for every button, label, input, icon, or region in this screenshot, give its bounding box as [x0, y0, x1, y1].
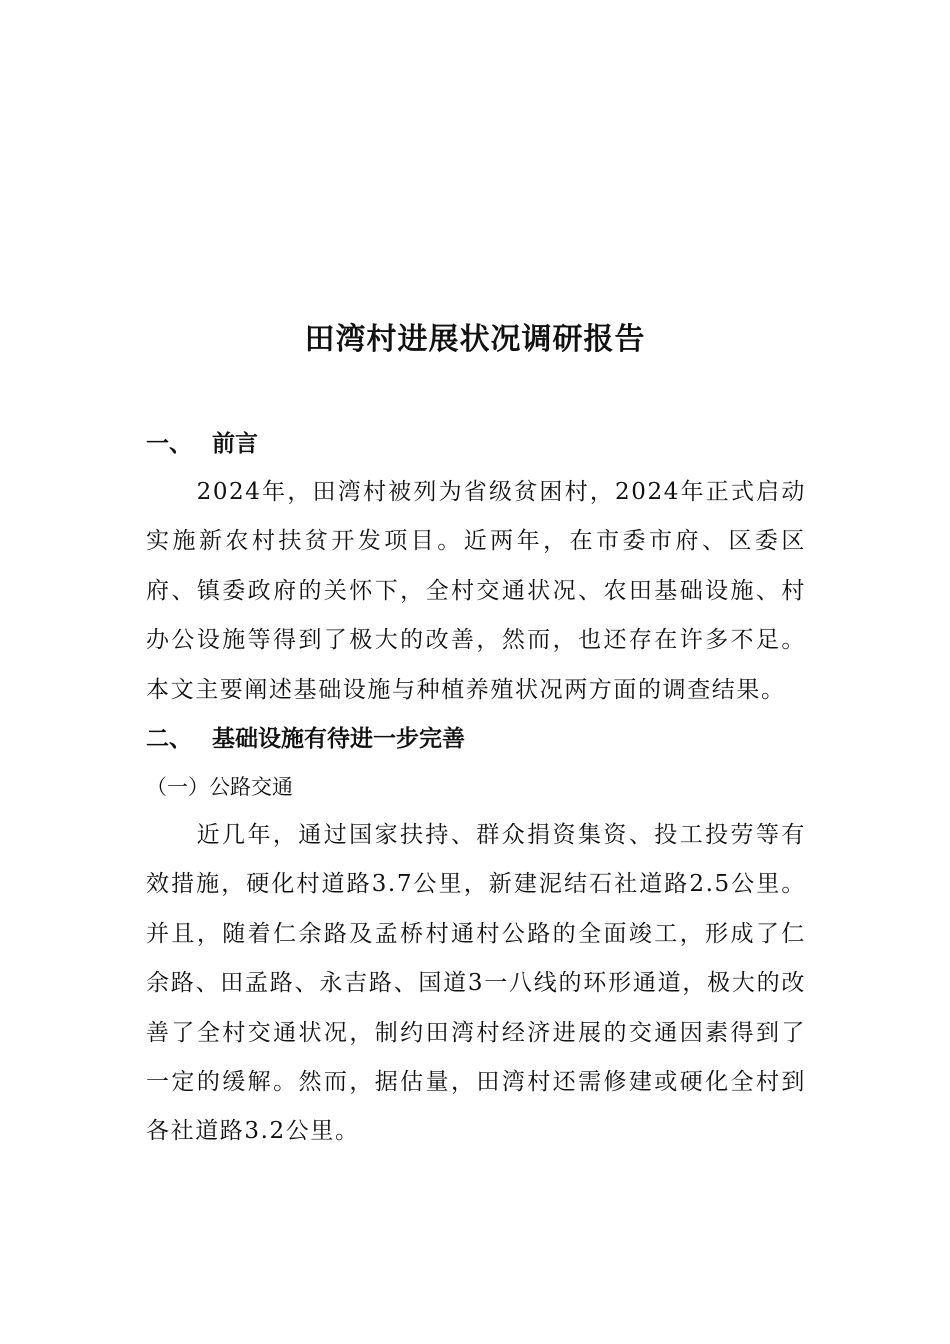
- document-body: [146, 420, 806, 1157]
- section-heading-foreword: [146, 420, 806, 468]
- section-heading-infrastructure: [146, 715, 806, 763]
- section-title: 基础设施有待进一步完善: [212, 726, 465, 753]
- section-number: 二、: [146, 726, 192, 753]
- roads-paragraph: 近几年，通过国家扶持、群众捐资集资、投工投劳等有效措施，硬化村道路3.7公里，新建泥结石社道路2.5公里。并且，随着仁余路及孟桥村通村公路的全面竣工，形成了仁余路、田孟路、永吉路、国道3一八线的环形通道，极大的改善了全村交通状况，制约田湾村经济进展的交通因素得到了一定的缓解。然而，据估量，田湾村还需修建或硬化全村到各社道路3.2公里。: [146, 822, 806, 1145]
- subsection-heading-roads: （一）公路交通: [146, 775, 293, 800]
- section-title: 前言: [212, 431, 258, 457]
- document-title: 田湾村进展状况调研报告: [304, 322, 646, 357]
- section-number: 一、: [146, 431, 192, 457]
- foreword-paragraph: 2024年，田湾村被列为省级贫困村，2024年正式启动实施新农村扶贫开发项目。近两年，在市委市府、区委区府、镇委政府的关怀下，全村交通状况、农田基础设施、村办公设施等得到了极大的改善，然而，也还存在许多不足。本文主要阐述基础设施与种植养殖状况两方面的调查结果。: [146, 479, 806, 703]
